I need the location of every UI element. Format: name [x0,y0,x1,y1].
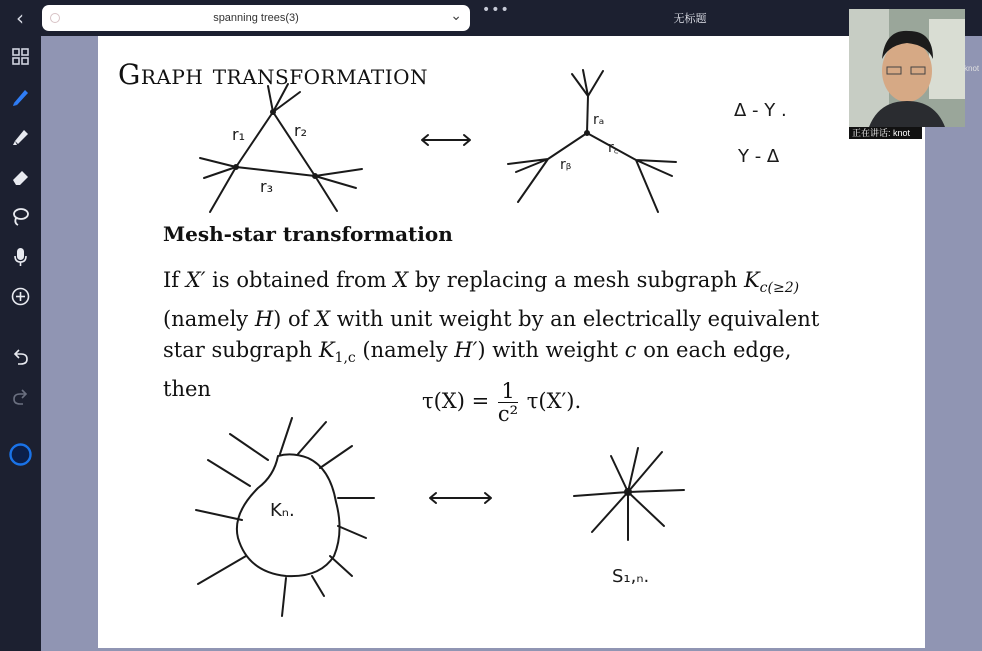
double-arrow-bottom [430,493,491,503]
document-title: 无标题 [673,13,707,25]
label-delta-y: Δ - Y . [734,100,787,121]
chevron-down-icon[interactable]: ⌄ [450,8,462,24]
label-rb: rᵦ [560,157,572,173]
redo-icon[interactable] [8,384,33,409]
grid-icon[interactable] [8,44,33,69]
label-rc: r꜀ [608,140,619,156]
back-icon[interactable]: ‹ [16,6,24,30]
pen-icon[interactable] [8,84,33,109]
more-options-icon[interactable]: ••• [482,2,510,18]
theorem-paragraph: If X′ is obtained from X by replacing a mesh subgraph $K_{c(\ge 2)}$ (namely H) of X with unit weight by an electrically equivalent star subgraph $K_{1,c}$ (namely H′) with weight c on each edge, then [163,268,820,402]
top-toolbar [0,0,982,36]
slide-title: GRAPH TRANSFORMATION [118,58,429,91]
speaker-label: 正在讲话: knot [849,127,922,139]
tool-sidebar [0,36,41,651]
handwritten-annotations [98,36,925,648]
label-r2: r₂ [294,121,307,140]
color-picker[interactable] [8,442,33,467]
lasso-icon[interactable] [8,204,33,229]
label-s1n: S₁,ₙ. [612,566,650,587]
slide-page[interactable] [98,36,925,648]
document-tab[interactable] [42,5,470,31]
highlighter-icon[interactable] [8,124,33,149]
label-y-delta: Y - Δ [738,146,780,167]
label-ra: rₐ [593,112,605,128]
formula: τ(X) = $\frac{1}{\text{c²}}$ τ(X′). [422,379,582,426]
microphone-icon[interactable] [8,244,33,269]
eraser-icon[interactable] [8,164,33,189]
double-arrow-top [422,135,470,145]
label-r3: r₃ [260,177,273,196]
label-kn: Kₙ. [270,500,295,521]
star-s1n [574,448,684,540]
undo-icon[interactable] [8,344,33,369]
tab-title: spanning trees(3) [213,12,299,24]
speaker-avatar [849,9,965,127]
add-icon[interactable] [8,284,33,309]
speaker-video[interactable] [849,9,965,127]
participant-name: knot [964,64,980,73]
section-heading: Mesh-star transformation [163,222,453,246]
label-r1: r₁ [232,125,245,144]
